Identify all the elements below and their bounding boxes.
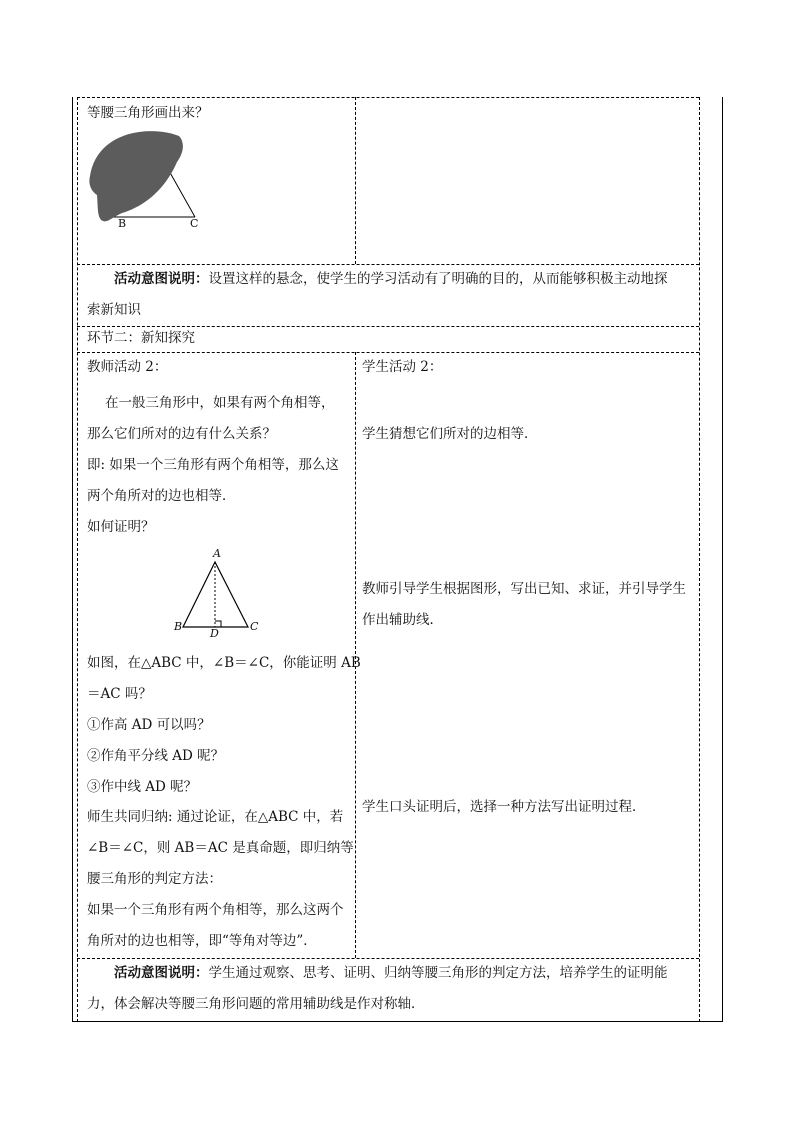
triangle-label-b: B [174,620,183,633]
inner-right-border [699,97,700,1022]
row-divider-2 [77,326,699,327]
teacher-line-6: 如图，在△ABC 中，∠B＝∠C，你能证明 AB [87,655,361,671]
isosceles-triangle-figure [175,555,255,637]
teacher-line-3: 即: 如果一个三角形有两个角相等，那么这 [87,457,339,473]
teacher-line-12: ∠B＝∠C，则 AB＝AC 是真命题，即归纳等 [87,840,354,856]
teacher-line-4: 两个角所对的边也相等． [87,488,236,504]
triangle-label-d: D [210,627,219,640]
triangle-label-a: A [213,547,221,560]
section-title: 环节二：新知探究 [87,330,195,346]
teacher-line-9: ②作角平分线 AD 呢？ [87,748,225,764]
row-divider-4 [77,958,699,959]
teacher-line-13: 腰三角形的判定方法： [87,871,222,887]
student-line-2a: 教师引导学生根据图形，写出已知、求证，并引导学生 [362,581,686,597]
teacher-line-11: 师生共同归纳: 通过论证，在△ABC 中，若 [87,809,344,825]
intent1-text: 设置这样的悬念，使学生的学习活动有了明确的目的，从而能够积极主动地探 [208,271,668,287]
student-line-1: 学生猜想它们所对的边相等． [362,426,538,442]
student-heading: 学生活动 2： [362,359,443,375]
teacher-line-10: ③作中线 AD 呢？ [87,779,198,795]
teacher-line-8: ①作高 AD 可以吗？ [87,717,211,733]
teacher-line-14: 如果一个三角形有两个角相等，那么这两个 [87,902,344,918]
lesson-table [72,97,722,1022]
ink-blot-shape [89,131,182,221]
teacher-line-2: 那么它们所对的边有什么关系？ [87,426,276,442]
outer-left-border [72,97,73,1022]
teacher-line-7: ＝AC 吗？ [87,686,152,702]
teacher-heading: 教师活动 2： [87,359,168,375]
student-line-2b: 作出辅助线． [362,612,443,628]
triangle-label-c: C [250,620,259,633]
teacher-line-5: 如何证明？ [87,519,155,535]
intent1-line2: 索新知识 [87,302,141,318]
figure-label-b: B [118,217,127,230]
intent2-label: 活动意图说明： [114,965,209,981]
outer-right-border [722,97,723,1022]
outer-bottom-border [72,1021,723,1022]
column-divider-top [355,97,356,264]
row-divider-3 [77,352,699,353]
question-text: 等腰三角形画出来？ [87,105,209,121]
intent1-label: 活动意图说明： [114,271,209,287]
intent2-line1 [114,963,668,983]
intent2-line2: 力，体会解决等腰三角形问题的常用辅助线是作对称轴． [87,996,425,1012]
teacher-line-1: 在一般三角形中，如果有两个角相等， [105,395,335,411]
row-divider-1 [77,264,699,265]
figure-label-c: C [190,217,199,230]
intent2-text: 学生通过观察、思考、证明、归纳等腰三角形的判定方法，培养学生的证明能 [208,965,668,981]
inner-left-border [77,97,78,1022]
teacher-line-15: 角所对的边也相等，即“等角对等边”． [87,933,317,949]
covered-triangle-figure [87,129,207,229]
intent1-line1 [114,269,668,289]
student-line-3: 学生口头证明后，选择一种方法写出证明过程． [362,799,646,815]
table-top-border [77,97,699,98]
